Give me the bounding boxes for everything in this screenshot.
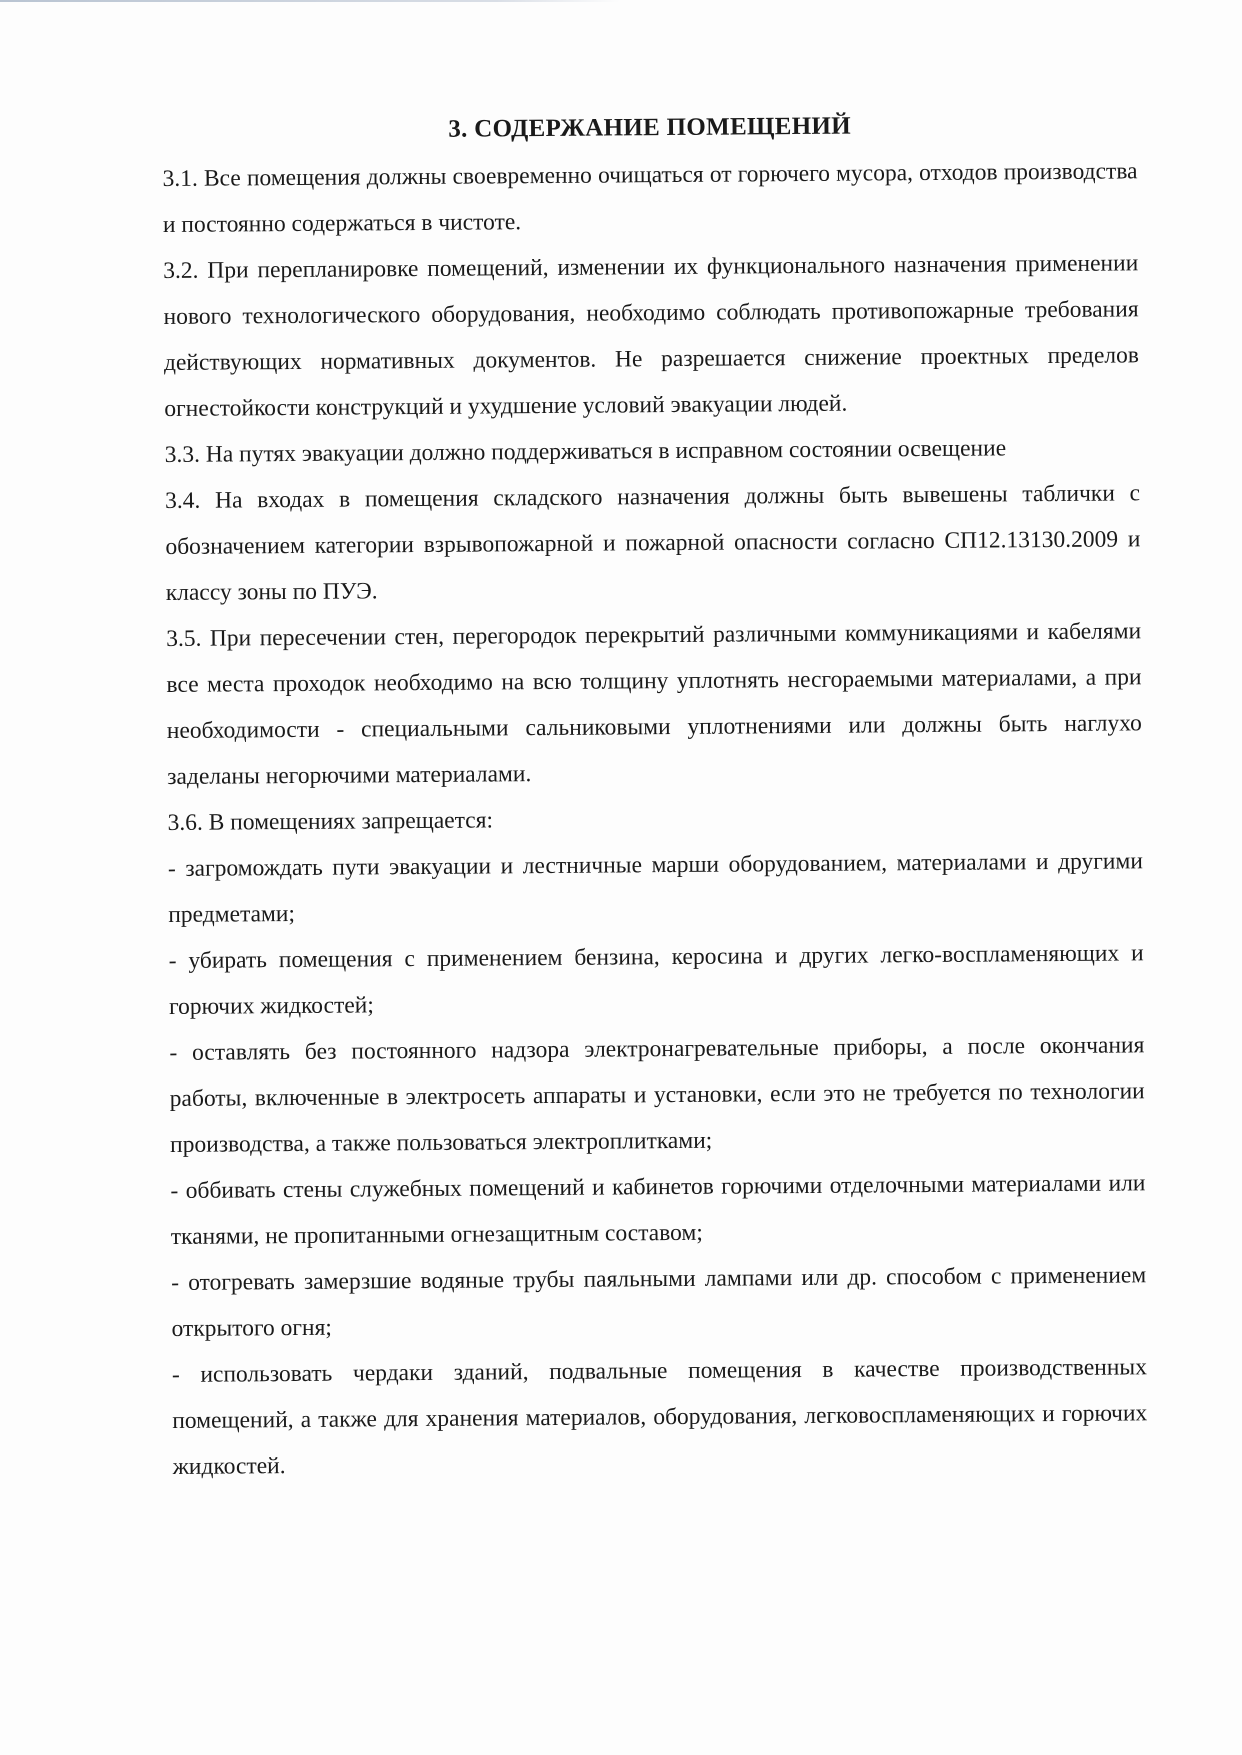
section-title: 3. СОДЕРЖАНИЕ ПОМЕЩЕНИЙ (448, 112, 852, 143)
paragraph-3-5: 3.5. При пересечении стен, перегородок перекрытий различными коммуникациями и кабелями все места проходок необходимо на всю толщину уплотнять несгораемыми материалами, а при необходимости - специальными сальниковыми уплотнениями или должны быть наглухо заделаны негорючими материалами. (166, 618, 1142, 790)
document-content (162, 104, 1148, 1490)
prohibition-item: - оббивать стены служебных помещений и кабинетов горючими отделочными материалами или тканями, не пропитанными огнезащитным составом; (170, 1170, 1146, 1250)
paragraph-3-4: 3.4. На входах в помещения складского назначения должны быть вывешены таблички с обозначением категории взрывопожарной и пожарной опасности согласно СП12.13130.2009 и классу зоны по ПУЭ. (164, 480, 1141, 606)
paragraph-3-2: 3.2. При перепланировке помещений, изменении их функционального назначения применении нового технологического оборудования, необходимо соблюдать противопожарные требования действующих нормативных документов. Не разрешается снижение проектных пределов огнестойкости конструкций и ухудшение условий эвакуации людей. (163, 250, 1140, 422)
paragraph-3-1: 3.1. Все помещения должны своевременно очищаться от горючего мусора, отходов производства и постоянно содержаться в чистоте. (162, 158, 1138, 238)
scan-edge-line (0, 0, 620, 2)
prohibition-item: - оставлять без постоянного надзора электронагревательные приборы, а после окончания работы, включенные в электросеть аппараты и установки, если это не требуется по технологии производства, а также пользоваться электроплитками; (169, 1032, 1145, 1158)
prohibition-item: - отогревать замерзшие водяные трубы паяльными лампами или др. способом с применением открытого огня; (171, 1262, 1147, 1342)
prohibition-item: - загромождать пути эвакуации и лестничные марши оборудованием, материалами и другими предметами; (167, 848, 1144, 928)
paragraph-3-3: 3.3. На путях эвакуации должно поддерживаться в исправном состоянии освещение (164, 435, 1007, 468)
prohibition-item: - убирать помещения с применением бензина, керосина и других легко-воспламеняющих и горючих жидкостей; (168, 940, 1144, 1020)
prohibition-item: - использовать чердаки зданий, подвальные помещения в качестве производственных помещений, а также для хранения материалов, оборудования, легковоспламеняющих и горючих жидкостей. (171, 1354, 1148, 1480)
paragraph-3-6: 3.6. В помещениях запрещается: (167, 807, 494, 836)
